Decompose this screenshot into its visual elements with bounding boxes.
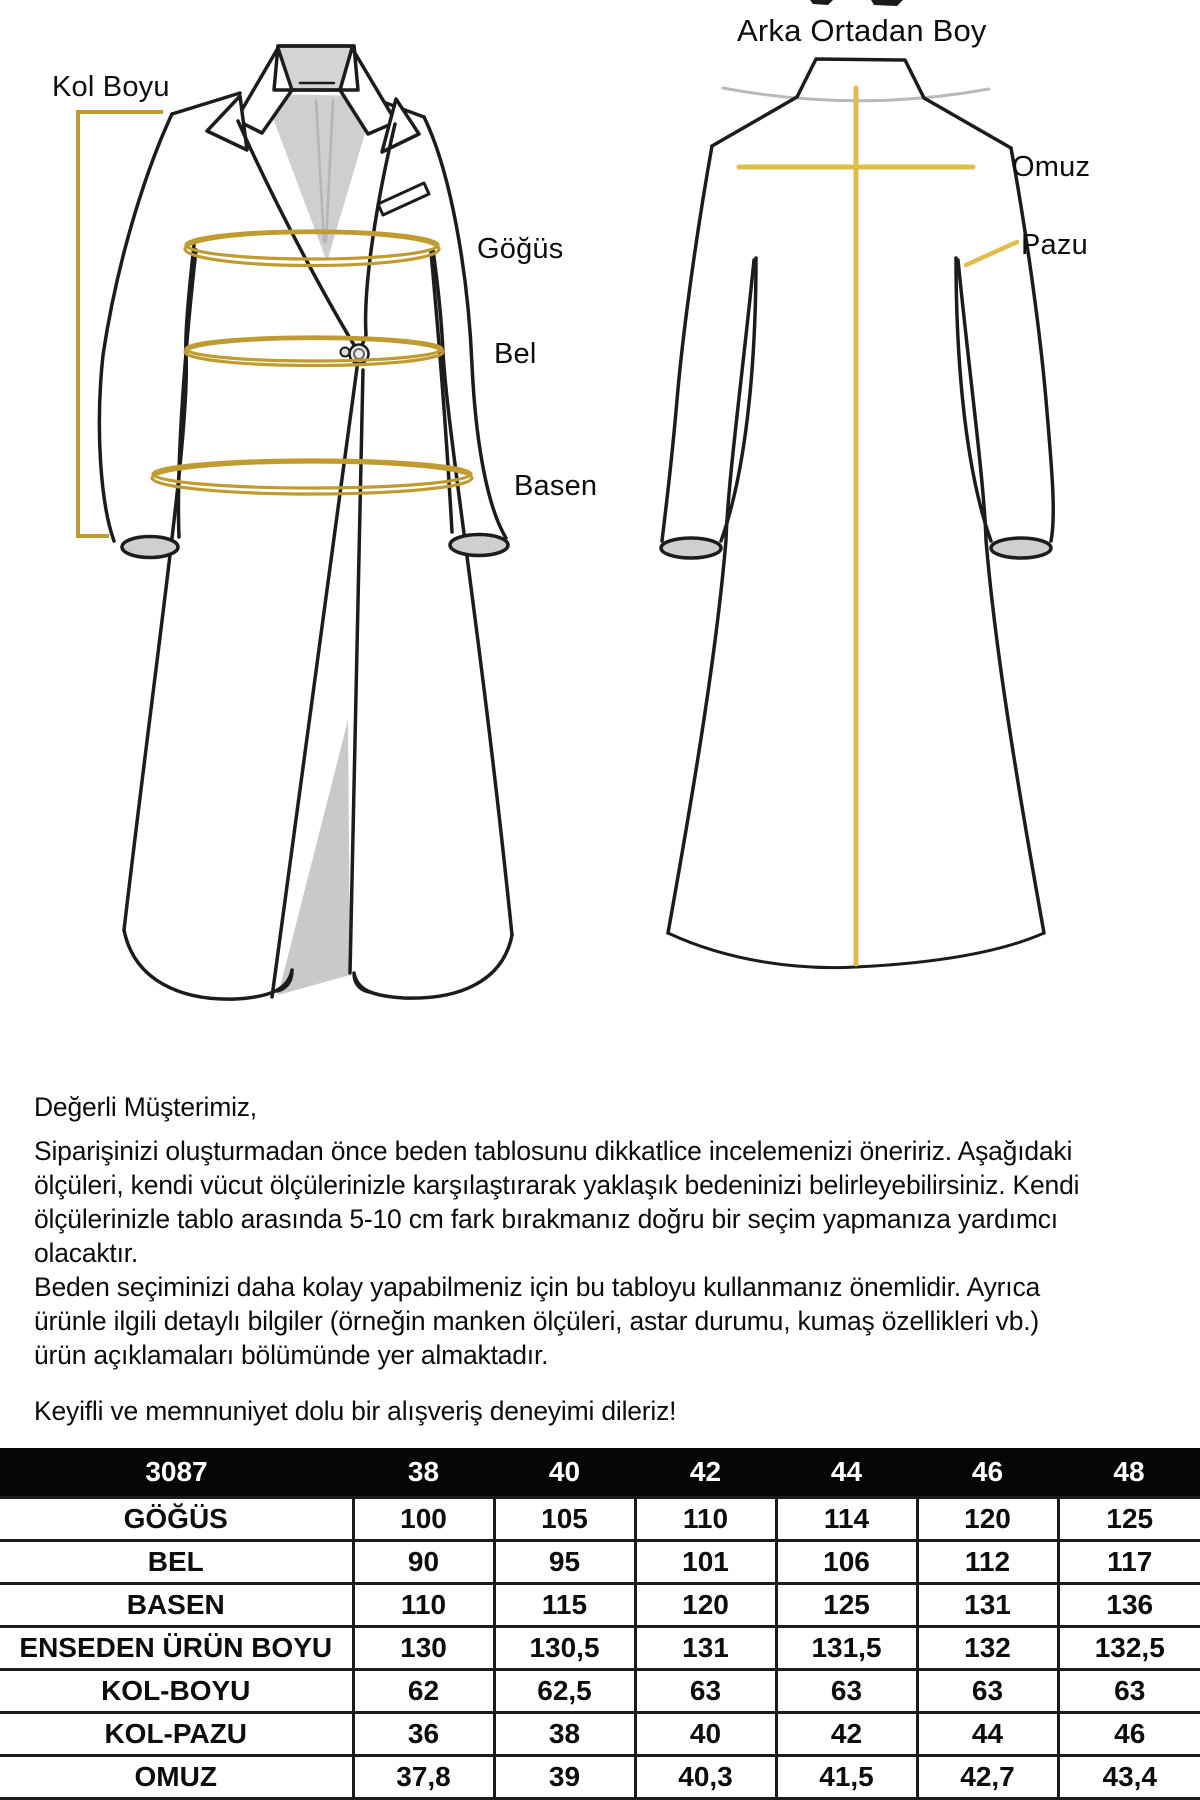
back-collar (797, 59, 924, 98)
measurement-label: BEL (0, 1541, 353, 1584)
model-number-cell: 3087 (0, 1448, 353, 1498)
front-coat-drawing (99, 46, 512, 999)
front-right-cuff (450, 535, 508, 556)
measurement-row (0, 1541, 1200, 1584)
measurement-value: 95 (494, 1541, 635, 1584)
intro-line: ürün açıklamaları bölümünde yer almaktadır. (34, 1340, 549, 1370)
intro-line: Siparişinizi oluşturmadan önce beden tablosunu dikkatlice incelemenizi öneririz. Aşağıdaki (34, 1136, 1073, 1166)
measurement-value: 42 (776, 1713, 917, 1756)
measurement-value: 43,4 (1058, 1756, 1200, 1799)
measurement-row (0, 1670, 1200, 1713)
front-breast-pocket (378, 183, 429, 215)
size-header-cell: 42 (635, 1448, 776, 1498)
measurement-label: BASEN (0, 1584, 353, 1627)
measurement-value: 115 (494, 1584, 635, 1627)
back-right-sleeve (1011, 148, 1053, 541)
measurement-value: 110 (635, 1498, 776, 1541)
shoulder-label: Omuz (1012, 151, 1091, 183)
measurement-row (0, 1756, 1200, 1799)
measurement-value: 44 (917, 1713, 1058, 1756)
measurement-value: 90 (353, 1541, 494, 1584)
measurement-value: 110 (353, 1584, 494, 1627)
measurement-row (0, 1627, 1200, 1670)
measurement-value: 131 (635, 1627, 776, 1670)
back-right-cuff (991, 538, 1051, 558)
measurement-value: 101 (635, 1541, 776, 1584)
intro-line: ölçüleri, kendi vücut ölçülerinizle karşılaştırarak yaklaşık bedeninizi belirleyebilirsiniz. Kendi (34, 1170, 1080, 1200)
intro-line: ölçülerinizle tablo arasında 5-10 cm fark bırakmanız doğru bir seçim yapmanıza yardımcı (34, 1204, 1058, 1234)
measurement-value: 40 (635, 1713, 776, 1756)
center-back-length-label: Arka Ortadan Boy (737, 13, 987, 48)
measurement-label: GÖĞÜS (0, 1498, 353, 1541)
measurement-label: ENSEDEN ÜRÜN BOYU (0, 1627, 353, 1670)
back-measure-lines (739, 88, 1017, 964)
measurement-label: KOL-BOYU (0, 1670, 353, 1713)
front-body-left (124, 245, 194, 930)
bicep-label: Pazu (1021, 229, 1088, 261)
measurement-value: 132,5 (1058, 1627, 1200, 1670)
bicep-measure-line (966, 242, 1017, 265)
intro-greeting: Değerli Müşterimiz, (34, 1092, 257, 1122)
size-header-cell: 48 (1058, 1448, 1200, 1498)
measurement-value: 136 (1058, 1584, 1200, 1627)
size-table-body (0, 1498, 1200, 1799)
sleeve-length-label: Kol Boyu (52, 71, 170, 103)
measurement-value: 63 (776, 1670, 917, 1713)
measurement-value: 62,5 (494, 1670, 635, 1713)
size-table (0, 1448, 1200, 1800)
size-header-cell: 40 (494, 1448, 635, 1498)
measurement-value: 37,8 (353, 1756, 494, 1799)
measurement-value: 105 (494, 1498, 635, 1541)
measurement-value: 117 (1058, 1541, 1200, 1584)
hip-label: Basen (514, 470, 598, 502)
back-body-right (958, 260, 1044, 933)
measurement-value: 62 (353, 1670, 494, 1713)
measurement-value: 38 (494, 1713, 635, 1756)
measurement-value: 41,5 (776, 1756, 917, 1799)
front-left-cuff (122, 537, 178, 558)
sleeve-length-bracket (78, 112, 163, 536)
measurement-value: 106 (776, 1541, 917, 1584)
measurement-value: 132 (917, 1627, 1058, 1670)
measurement-value: 36 (353, 1713, 494, 1756)
measurement-value: 42,7 (917, 1756, 1058, 1799)
back-left-sleeve (662, 146, 712, 541)
measurement-value: 46 (1058, 1713, 1200, 1756)
intro-line: olacaktır. (34, 1238, 139, 1268)
front-lapel-left-peak (207, 96, 247, 150)
top-crop-artifact (810, 0, 903, 6)
measurement-value: 130 (353, 1627, 494, 1670)
measurement-value: 131 (917, 1584, 1058, 1627)
intro-line: ürünle ilgili detaylı bilgiler (örneğin manken ölçüleri, astar durumu, kumaş özellikleri vb.) (34, 1306, 1040, 1336)
measurement-value: 100 (353, 1498, 494, 1541)
measurement-row (0, 1498, 1200, 1541)
measurement-value: 131,5 (776, 1627, 917, 1670)
size-table-header-row (0, 1448, 1200, 1498)
measurement-row (0, 1713, 1200, 1756)
chest-label: Göğüs (477, 233, 564, 265)
intro-closing: Keyifli ve memnuniyet dolu bir alışveriş deneyimi dileriz! (34, 1396, 677, 1426)
measurement-value: 63 (917, 1670, 1058, 1713)
intro-line: Beden seçiminizi daha kolay yapabilmeniz için bu tabloyu kullanmanız önemlidir. Ayrıca (34, 1272, 1041, 1302)
front-hem-lining (278, 720, 350, 995)
measurement-value: 125 (776, 1584, 917, 1627)
measurement-value: 63 (1058, 1670, 1200, 1713)
measurement-value: 120 (917, 1498, 1058, 1541)
measurement-value: 125 (1058, 1498, 1200, 1541)
size-header-cell: 38 (353, 1448, 494, 1498)
measurement-value: 114 (776, 1498, 917, 1541)
measurement-value: 39 (494, 1756, 635, 1799)
measurement-value: 112 (917, 1541, 1058, 1584)
front-lapel-right-edge (359, 124, 395, 353)
measurement-value: 63 (635, 1670, 776, 1713)
waist-label: Bel (494, 338, 537, 370)
measurement-label: OMUZ (0, 1756, 353, 1799)
size-header-cell: 46 (917, 1448, 1058, 1498)
measurement-row (0, 1584, 1200, 1627)
measurement-label: KOL-PAZU (0, 1713, 353, 1756)
measurement-value: 40,3 (635, 1756, 776, 1799)
size-header-cell: 44 (776, 1448, 917, 1498)
measurement-value: 130,5 (494, 1627, 635, 1670)
measurement-value: 120 (635, 1584, 776, 1627)
back-left-cuff (661, 538, 721, 558)
